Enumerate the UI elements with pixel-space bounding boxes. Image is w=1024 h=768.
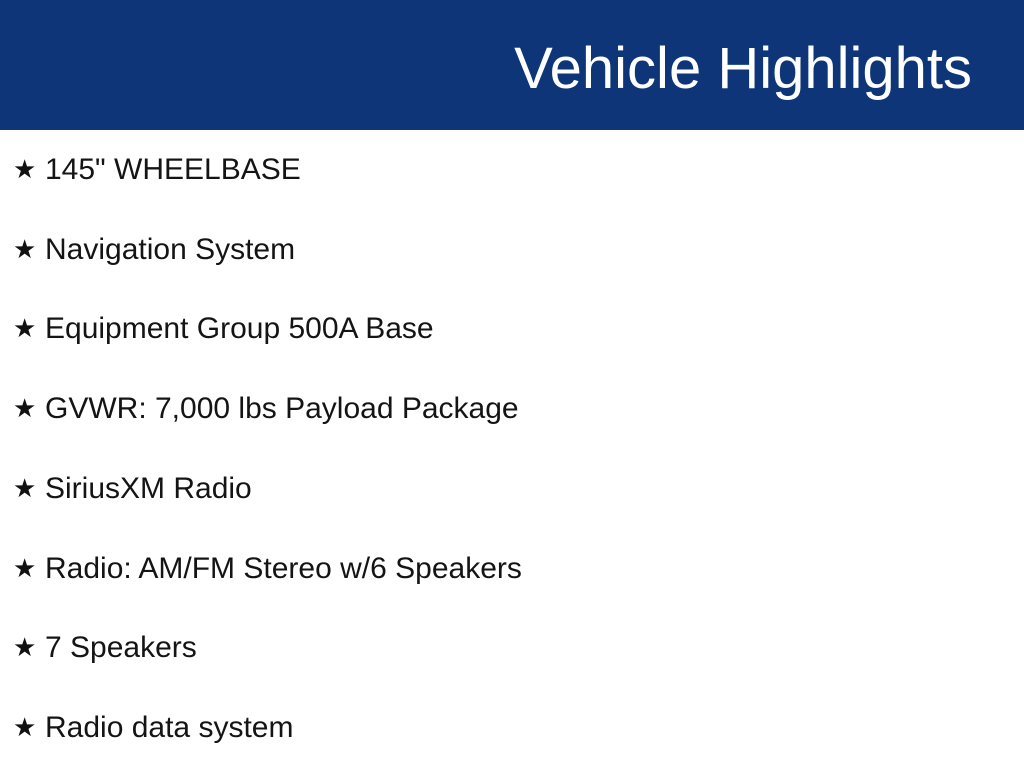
list-item-text: GVWR: 7,000 lbs Payload Package (45, 392, 519, 426)
list-item-text: Equipment Group 500A Base (45, 312, 434, 346)
list-item (0, 290, 1024, 370)
list-item (0, 609, 1024, 689)
list-item-text: 7 Speakers (45, 631, 197, 665)
star-bullet-icon: ★ (13, 393, 37, 424)
list-item-text: Radio: AM/FM Stereo w/6 Speakers (45, 551, 522, 585)
star-bullet-icon: ★ (13, 233, 37, 264)
list-item (0, 688, 1024, 768)
list-item-text: Navigation System (45, 232, 296, 266)
list-item (0, 210, 1024, 290)
list-item (0, 529, 1024, 609)
star-bullet-icon: ★ (13, 632, 37, 663)
list-item-text: 145" WHEELBASE (45, 152, 301, 186)
star-bullet-icon: ★ (13, 552, 37, 583)
star-bullet-icon: ★ (13, 153, 37, 184)
slide-title: Vehicle Highlights (514, 35, 972, 101)
star-bullet-icon: ★ (13, 472, 37, 503)
highlights-list (0, 130, 1024, 768)
list-item-text: Radio data system (45, 711, 294, 745)
list-item-text: SiriusXM Radio (45, 471, 252, 505)
list-item (0, 449, 1024, 529)
star-bullet-icon: ★ (13, 313, 37, 344)
list-item (0, 369, 1024, 449)
slide-header (0, 0, 1024, 130)
star-bullet-icon: ★ (13, 712, 37, 743)
list-item (0, 130, 1024, 210)
